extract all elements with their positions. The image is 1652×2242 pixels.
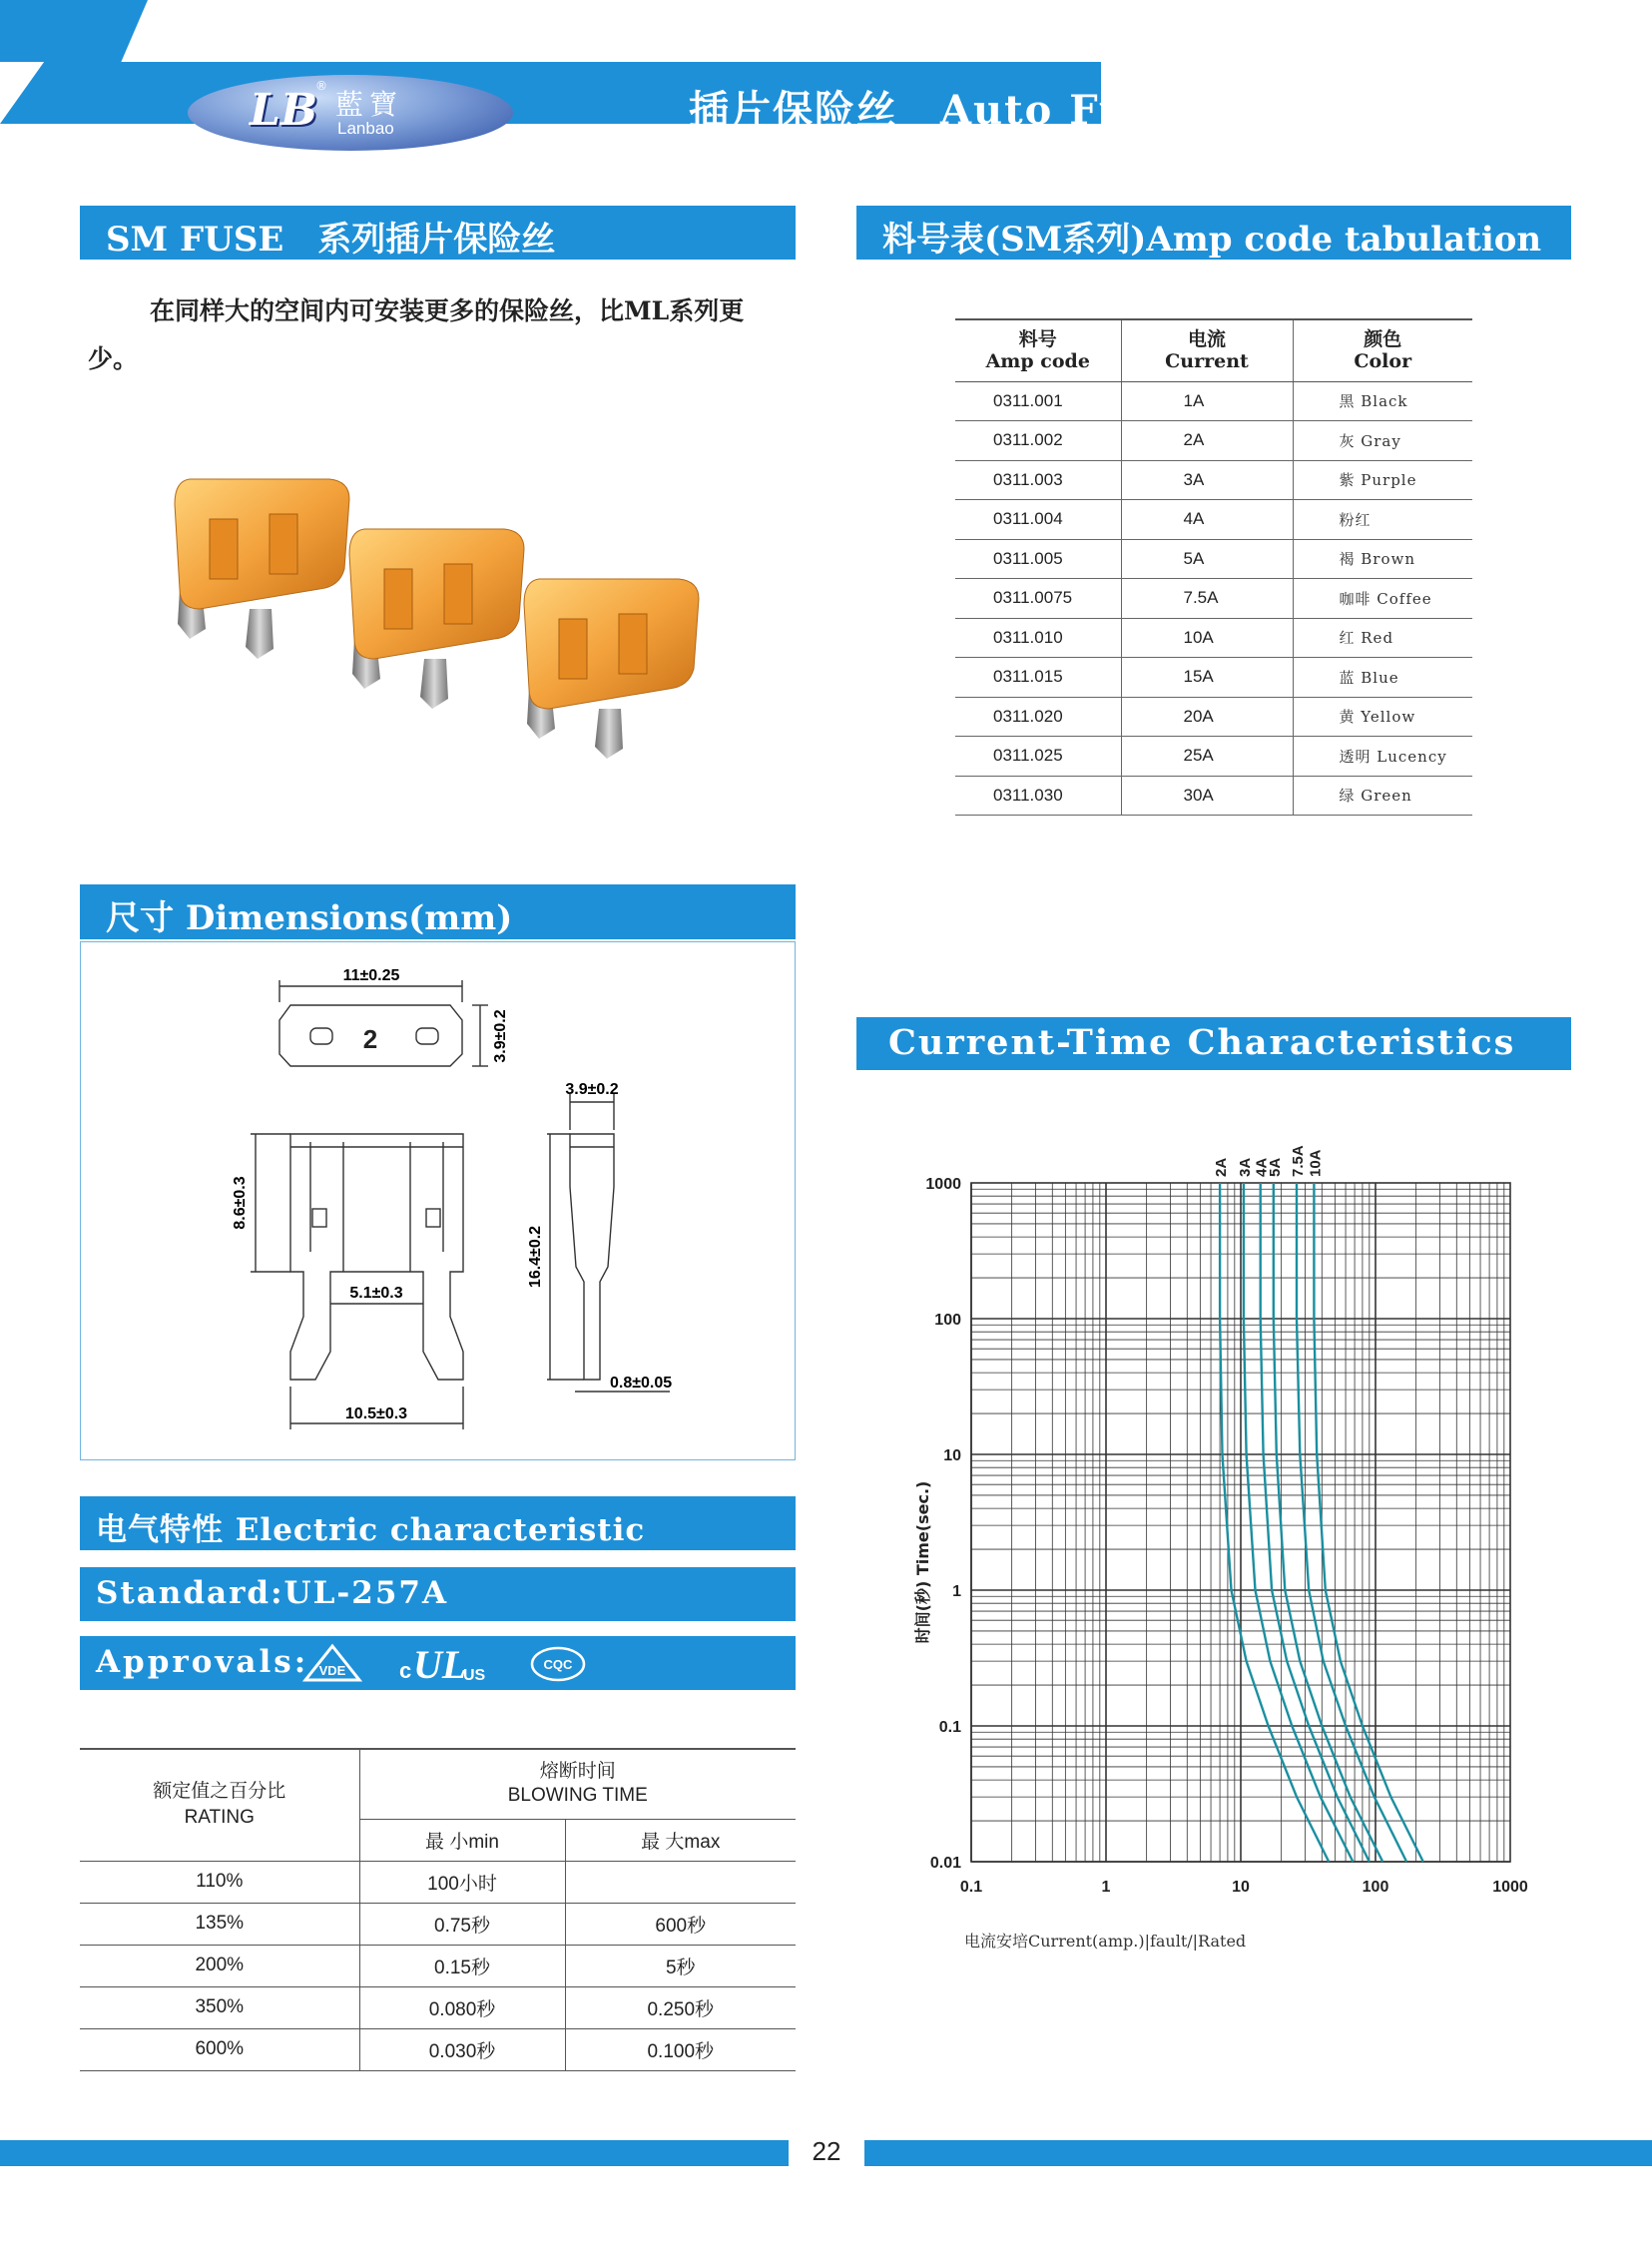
blow-table-row	[80, 1986, 796, 2028]
chart-bar	[856, 1017, 1571, 1070]
chart-x-tick-label: 1	[1101, 1879, 1111, 1896]
current-cell: 15A	[1121, 658, 1293, 698]
max-time-cell: 5秒	[565, 1945, 796, 1986]
amp-code-table	[955, 318, 1472, 816]
standard-bar-label: Standard:UL-257A	[96, 1575, 449, 1611]
max-time-cell: 0.250秒	[565, 1986, 796, 2028]
amp-code-bar	[856, 206, 1571, 260]
rating-cell: 200%	[80, 1945, 359, 1986]
rating-cell: 110%	[80, 1861, 359, 1903]
page-title: 插片保险丝 Auto Fuses	[689, 87, 1207, 134]
logo-chinese: 藍寶	[335, 88, 404, 121]
chart-y-axis-label: 时间(秒) Time(sec.)	[913, 1480, 932, 1644]
vde-mark-icon	[301, 1642, 363, 1686]
amp-code-cell: 0311.030	[955, 776, 1121, 816]
fuse-1	[175, 479, 349, 659]
electric-bar	[80, 1496, 796, 1550]
dimensions-bar	[80, 884, 796, 939]
blow-header-time: 熔断时间 BLOWING TIME	[359, 1749, 796, 1819]
chart-series-line-10A	[1314, 1183, 1422, 1862]
chart-x-tick-label: 100	[1362, 1879, 1389, 1896]
dimensions-drawing-box	[80, 941, 796, 1460]
amp-code-cell: 0311.010	[955, 618, 1121, 658]
amp-table-row	[955, 697, 1472, 737]
blow-header-min: 最 小min	[359, 1819, 565, 1861]
amp-code-bar-label: 料号表(SM系列)Amp code tabulation	[882, 220, 1542, 260]
svg-text:US: US	[463, 1667, 486, 1684]
amp-table-row	[955, 579, 1472, 619]
header-band-left	[0, 0, 148, 62]
amp-code-cell: 0311.0075	[955, 579, 1121, 619]
amp-table-row	[955, 460, 1472, 500]
intro-paragraph: 在同样大的空间内可安装更多的保险丝，比ML系列更少。	[88, 296, 745, 373]
ul-us-mark-icon	[399, 1642, 489, 1686]
chart-y-tick-label: 0.01	[929, 1855, 961, 1872]
current-cell: 2A	[1121, 421, 1293, 461]
color-cell: 蓝 Blue	[1293, 658, 1472, 698]
standard-bar	[80, 1567, 796, 1621]
color-cell: 红 Red	[1293, 618, 1472, 658]
chart-y-tick-label: 0.1	[938, 1719, 961, 1736]
rating-cell: 135%	[80, 1903, 359, 1945]
page-number: 22	[812, 2136, 841, 2166]
current-time-chart	[898, 1118, 1557, 1976]
dim-side-height: 16.4±0.2	[527, 1225, 544, 1289]
fuse-2	[349, 529, 524, 709]
amp-code-cell: 0311.001	[955, 381, 1121, 421]
fuse-3	[524, 579, 699, 759]
amp-code-cell: 0311.003	[955, 460, 1121, 500]
svg-text:UL: UL	[413, 1642, 467, 1686]
chart-y-tick-label: 1000	[925, 1176, 961, 1193]
amp-table-row	[955, 737, 1472, 777]
rating-cell: 600%	[80, 2028, 359, 2070]
approvals-bar	[80, 1636, 796, 1690]
amp-code-cell: 0311.005	[955, 539, 1121, 579]
dim-top-width: 11±0.25	[342, 967, 400, 984]
svg-text:c: c	[399, 1658, 412, 1683]
min-time-cell: 0.75秒	[359, 1903, 565, 1945]
amp-table-row	[955, 618, 1472, 658]
amp-table-row	[955, 500, 1472, 540]
amp-table-row	[955, 381, 1472, 421]
amp-code-cell: 0311.002	[955, 421, 1121, 461]
chart-y-tick-label: 1	[952, 1583, 961, 1600]
min-time-cell: 0.15秒	[359, 1945, 565, 1986]
amp-table-row	[955, 658, 1472, 698]
chart-series-label: 3A	[1236, 1157, 1254, 1177]
chart-series-label: 10A	[1307, 1149, 1325, 1177]
color-cell: 粉红	[1293, 500, 1472, 540]
chart-series-label: 2A	[1213, 1157, 1231, 1177]
current-cell: 20A	[1121, 697, 1293, 737]
svg-text:CQC: CQC	[543, 1657, 573, 1672]
dim-top-number: 2	[362, 1024, 378, 1054]
chart-x-tick-label: 0.1	[959, 1879, 983, 1896]
amp-table-row	[955, 776, 1472, 816]
current-cell: 5A	[1121, 539, 1293, 579]
current-cell: 25A	[1121, 737, 1293, 777]
chart-y-tick-label: 100	[934, 1312, 961, 1329]
logo-registered: ®	[315, 79, 327, 93]
blow-table-row	[80, 1861, 796, 1903]
dimensions-drawing	[81, 942, 795, 1459]
cqc-mark-icon	[527, 1642, 589, 1686]
amp-table-header-current: 电流 Current	[1121, 319, 1293, 381]
dim-top-height: 3.9±0.2	[492, 1009, 509, 1063]
amp-table-row	[955, 421, 1472, 461]
blow-table-row	[80, 1945, 796, 1986]
blow-header-max: 最 大max	[565, 1819, 796, 1861]
dimensions-bar-label: 尺寸 Dimensions(mm)	[106, 898, 513, 938]
approvals-bar-label: Approvals:	[96, 1644, 309, 1680]
chart-series-label: 7.5A	[1290, 1145, 1308, 1177]
color-cell: 透明 Lucency	[1293, 737, 1472, 777]
chart-x-tick-label: 10	[1232, 1879, 1250, 1896]
current-cell: 4A	[1121, 500, 1293, 540]
amp-code-cell: 0311.004	[955, 500, 1121, 540]
amp-code-cell: 0311.025	[955, 737, 1121, 777]
dim-overall-width: 10.5±0.3	[344, 1405, 408, 1422]
chart-y-tick-label: 10	[943, 1447, 961, 1464]
current-cell: 10A	[1121, 618, 1293, 658]
blow-table-row	[80, 2028, 796, 2070]
current-cell: 30A	[1121, 776, 1293, 816]
dim-body-height: 8.6±0.3	[232, 1176, 249, 1230]
logo-english: Lanbao	[337, 119, 394, 138]
color-cell: 咖啡 Coffee	[1293, 579, 1472, 619]
amp-table-row	[955, 539, 1472, 579]
footer-band-left	[0, 2140, 789, 2166]
current-cell: 3A	[1121, 460, 1293, 500]
min-time-cell: 100小时	[359, 1861, 565, 1903]
lanbao-logo	[188, 75, 513, 151]
amp-table-header-color: 颜色 Color	[1293, 319, 1472, 381]
chart-series-label: 5A	[1266, 1157, 1284, 1177]
max-time-cell	[565, 1861, 796, 1903]
series-bar	[80, 206, 796, 260]
color-cell: 紫 Purple	[1293, 460, 1472, 500]
blow-table-row	[80, 1903, 796, 1945]
series-bar-label: SM FUSE 系列插片保险丝	[106, 220, 556, 260]
max-time-cell: 0.100秒	[565, 2028, 796, 2070]
chart-series-label: 4A	[1253, 1157, 1271, 1177]
amp-code-cell: 0311.015	[955, 658, 1121, 698]
current-cell: 7.5A	[1121, 579, 1293, 619]
dim-blade-thickness: 0.8±0.05	[610, 1375, 673, 1392]
current-cell: 1A	[1121, 381, 1293, 421]
chart-series-line-5A	[1274, 1183, 1382, 1862]
rating-cell: 350%	[80, 1986, 359, 2028]
min-time-cell: 0.030秒	[359, 2028, 565, 2070]
blowing-time-table	[80, 1748, 796, 2071]
color-cell: 黄 Yellow	[1293, 697, 1472, 737]
dim-side-width: 3.9±0.2	[565, 1081, 619, 1098]
dim-gap: 5.1±0.3	[349, 1285, 403, 1302]
color-cell: 黑 Black	[1293, 381, 1472, 421]
logo-mark: LB	[250, 85, 318, 136]
color-cell: 绿 Green	[1293, 776, 1472, 816]
svg-text:VDE: VDE	[318, 1663, 346, 1678]
chart-bar-label: Current-Time Characteristics	[888, 1022, 1516, 1063]
amp-code-cell: 0311.020	[955, 697, 1121, 737]
amp-table-header-code: 料号 Amp code	[955, 319, 1121, 381]
fuse-product-photo	[130, 439, 749, 769]
footer-band-right	[864, 2140, 1652, 2166]
blow-header-rating: 额定值之百分比 RATING	[80, 1749, 359, 1861]
electric-bar-label: 电气特性 Electric characteristic	[96, 1512, 646, 1548]
color-cell: 褐 Brown	[1293, 539, 1472, 579]
color-cell: 灰 Gray	[1293, 421, 1472, 461]
chart-x-tick-label: 1000	[1492, 1879, 1528, 1896]
chart-x-axis-label: 电流安培Current(amp.)|fault/|Rated	[964, 1932, 1247, 1951]
min-time-cell: 0.080秒	[359, 1986, 565, 2028]
max-time-cell: 600秒	[565, 1903, 796, 1945]
